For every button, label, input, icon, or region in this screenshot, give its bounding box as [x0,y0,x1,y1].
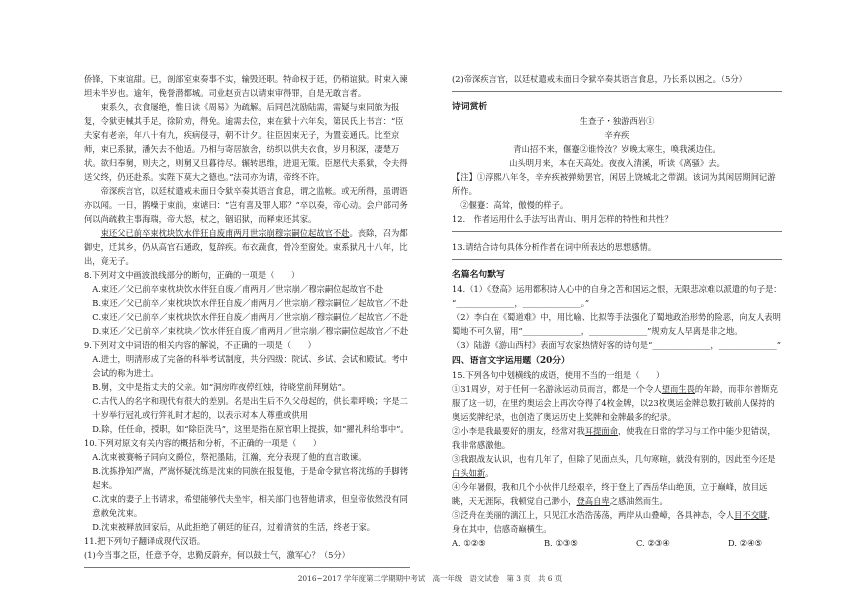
option-8d: D.束还／父已前卒／束枕块／饮水伴狂自废／甫两月／世宗崩／穆宗嗣位起故官／不赴 [92,326,409,336]
option-10a: A.沈束被赛畅子同向文爵位，祭祀墨陆，江瀚，充分表现了他的直言敢谏。 [92,452,367,462]
sentence-text: 。 [485,468,494,478]
answer-options [452,536,782,550]
question-14-2[interactable]: （2）李白在《蜀道难》中，用比喻、比拟等手法强化了蜀地政治形势的险恶，向友人表明蜀地不可久留，用“______________，______________”规劝友人早离是非之地。 [452,312,781,336]
poem-note: ②偃蹇：高耸，傲慢的样子。 [460,200,569,210]
sentence-text: ③我跟战友认识，也有几年了，但除了见面点头，几句寒暄，就没有别的，因此至今还是 [452,454,776,464]
option-10c: C.沈束的妻子上书请求，希望能够代夫坐牢，相关部门也替他请求，但皇帝依然没有同意赦免沈束。 [92,494,408,518]
right-column [452,72,782,550]
sentence-4 [452,480,782,508]
passage-paragraph: 帝深疾言官，以廷杖遣戒未面日令狱卒奏其语言食息，谓之监帐。或无所得，虽谓语亦以闻。一日，鹊噪于束前，束谑曰：“岂有喜及罪人耶？”卒以奏，帝心动。会户部司务何以尚疏救主事海瑞，帝大怒，杖之，锢诏狱，而释束还其家。 [84,186,408,224]
section-heading-recitation: 名篇名句默写 [452,270,505,280]
option-10d: D.沈束被释放回家后，从此拒绝了朝廷的征召，过着清贫的生活，终老于家。 [92,522,376,532]
option-9b: B.舅，文中是指丈夫的父亲。如“洞房昨夜停红烛，待晓堂前拜舅姑”。 [92,382,351,392]
underlined-idiom: 望而生畏 [661,384,695,394]
question-14-3[interactable]: （3）陆游《游山西村》表面写农家热情好客的诗句是“______________，______________” [452,340,782,350]
option-d[interactable]: D. ②④⑤ [728,538,762,548]
sentence-text: ，身在其中，信感奇巅横生。 [452,510,776,534]
question-8: 8.下列对文中画波浪线部分的断句，正确的一项是（ ） [84,270,300,280]
question-15: 15.下列各句中划横线的成语，使用不当的一组是（ ） [452,370,665,380]
question-12: 12. 作者运用什么手法写出青山、明月怎样的特性和共性？ [452,214,673,224]
option-9d: D.除，任任命，授职，如“除臣洗马”，这里是指在原官职上提拔，如“擢礼科给事中”。 [92,424,409,434]
sentence-1 [452,382,782,424]
passage-paragraph: 束系久，衣食屡绝，惟日读《周易》为疏解。后同邑沈励陆需，需疑与束同旅为报复，令狱吏械其手足，徐阶劝，得免。逾需去位，束在狱十六年矣，第民氏上书言：“臣夫家有老亲，年八十有九，疾病侵寻，朝不计夕。往臣因束无子，为置妾通氏。比至京师，束已系狱，潘矢去不他适。乃相与寄居旅舍，纺织以供夫衣食，岁月积深，凄楚万状。欲归奉舅，则夫之，则舅又旦暮待尽。辗转思维，进退无策。臣愿代夫系狱，令夫得送父终，仍还赴系。实陛下莫大之德也。”法司亦为请，帝终不许。 [84,102,408,182]
poem-author: 辛弃疾 [604,130,630,140]
wavy-underlined-text: 甫两月世宗崩穆宗嗣位起故官不赴 [225,228,350,238]
question-14-1-blanks[interactable]: “______________，______________。” [452,298,590,308]
poem-note: 【注】①淳熙八年冬，辛弃疾被弹劾罢官，闲居上饶城北之带湖。该词为其闲居期间记游所作。 [452,172,776,196]
passage-paragraph-wavy [84,226,410,268]
poem-line: 山头明月来，本在天高处。夜夜入清溪，听读《离骚》去。 [509,158,725,168]
sentence-text: ④今年暑假，我和几个小伙伴几经艰辛，终于登上了西岳华山绝顶，立于巅峰，放目远眺，天无涯际，我顿觉自己渺小， [452,482,768,506]
option-9c: C.古代人的名字和现代有很大的差别。名是出生后不久父母起的，供长辈呼唤；字是二十岁举行冠礼或行笄礼时才起的，以表示对本人尊重或供用 [92,396,408,420]
option-8c: C.束还／父已前卒／束枕块饮水伴狂自废／甫两月／世宗崩／穆宗嗣位／起故官／不赴 [92,312,408,322]
section-heading-language: 四、语言文字运用题（20分） [452,356,570,366]
passage-paragraph: 侨锋，下束谊甜。已，剖部室束奏事不实，输毁还职。特命权于廷，仍稍谊狱。时束入谏坦未半岁也。逾年，俛誉潜都城。司业赵贡吉以请束审得罪，自是无敢言者。 [84,74,408,98]
sentence-5 [452,508,782,536]
sentence-text: ，使我在日常的学习与工作中能少犯错误，我非常感激他。 [452,426,776,450]
option-10b: B.沈拣挣知严嵩，严嵩怀疑沈练是沈束的同族在报复他，于是命令狱官将沈练的手脚铐起来。 [92,466,409,490]
option-b[interactable]: B. ①③⑤ [543,538,578,548]
question-11: 11.把下列句子翻译成现代汉语。 [84,536,206,546]
option-9a: A.进士，明清形成了完备的科举考试制度，共分四级：院试、乡试、会试和殿试。考中会试的称为进士。 [92,354,408,378]
question-14-1: 14.（1）《登高》运用都积诗人心中的自身之苦和国运之恨，无限悲凉难以派遣的句子是： [452,284,782,294]
underlined-idiom: 登高自卑 [576,496,610,506]
option-8b: B.束还／父已前卒／束枕块饮水伴狂自废／甫两月／世宗崩／穆宗嗣位／起故官／不赴 [92,298,409,308]
underlined-idiom: 白头如新 [452,468,486,478]
sentence-3 [452,452,782,480]
question-10: 10.下列对原文有关内容的概括和分析，不正确的一项是（ ） [84,438,322,448]
sentence-text: ②小李是我最要好的朋友，经常对我 [452,426,585,436]
answer-line[interactable] [452,230,782,232]
underlined-idiom: 耳提面命 [584,426,618,436]
question-11-1: (1)今当事之臣，任意予夺，忠勤反蔚弃，何以鼓士气，激军心？（5分） [84,550,350,560]
sentence-text: 的年龄，而菲尔普斯克服了这一切，在里约奥运会上再次夺得了4枚金牌，以23枚奥运金牌总数打破前人保持的奥运奖牌纪录，也创造了奥运历史上奖牌和金牌最多的纪录。 [452,384,778,422]
passage-text: 。丧除，召为都御史，迁其乡，仍从高官石通政，复辞疾。布衣蔬食，骨冷至窗处。束系狱凡十八年，比出，竟无子。 [84,228,408,266]
question-11-2: (2)帝深疾言官，以廷杖遣戒未面日令狱卒奏其语言食息，乃长系以困之。（5分） [452,74,747,84]
sentence-text: ⑤泛舟在美丽的漓江上，只见江水浩浩荡荡，两岸从山叠嶂，各具神态，令人 [452,510,735,520]
answer-line[interactable] [84,566,410,568]
option-a[interactable]: A. ①②⑤ [452,538,486,548]
wavy-underlined-text: 束还父已前卒束枕块饮水伴狂自废 [100,228,226,238]
page-footer: 2016~2017 学年度第二学期期中考试 高一年级 语文试卷 第 3 页 共 6 页 [297,574,563,583]
sentence-text: 之感油然而生。 [609,496,668,506]
poem-title: 生查子・独游西岩① [579,116,655,126]
option-c[interactable]: C. ②③④ [636,538,670,548]
question-9: 9.下列对文中词语的相关内容的解说，不正确的一项是（ ） [84,340,316,350]
answer-line[interactable] [452,90,782,92]
sentence-2 [452,424,782,452]
left-column [84,72,410,576]
answer-line[interactable] [452,258,782,260]
poem-line: 青山招不来，偃蹇②谁怜汝？岁晚太寒生，唤我溪边住。 [513,144,721,154]
underlined-idiom: 目不交睫 [734,510,768,520]
option-8a: A.束还／父已前卒束枕块饮水伴狂自废／甫两月／世宗崩／穆宗嗣位起故官不赴 [92,284,384,294]
sentence-text: ①31周岁，对于任何一名游泳运动员而言，都是一个令人 [452,384,662,394]
section-heading-poetry: 诗词赏析 [452,102,488,112]
question-13: 13.请结合诗句具体分析作者在词中所表达的思想感情。 [452,242,657,252]
